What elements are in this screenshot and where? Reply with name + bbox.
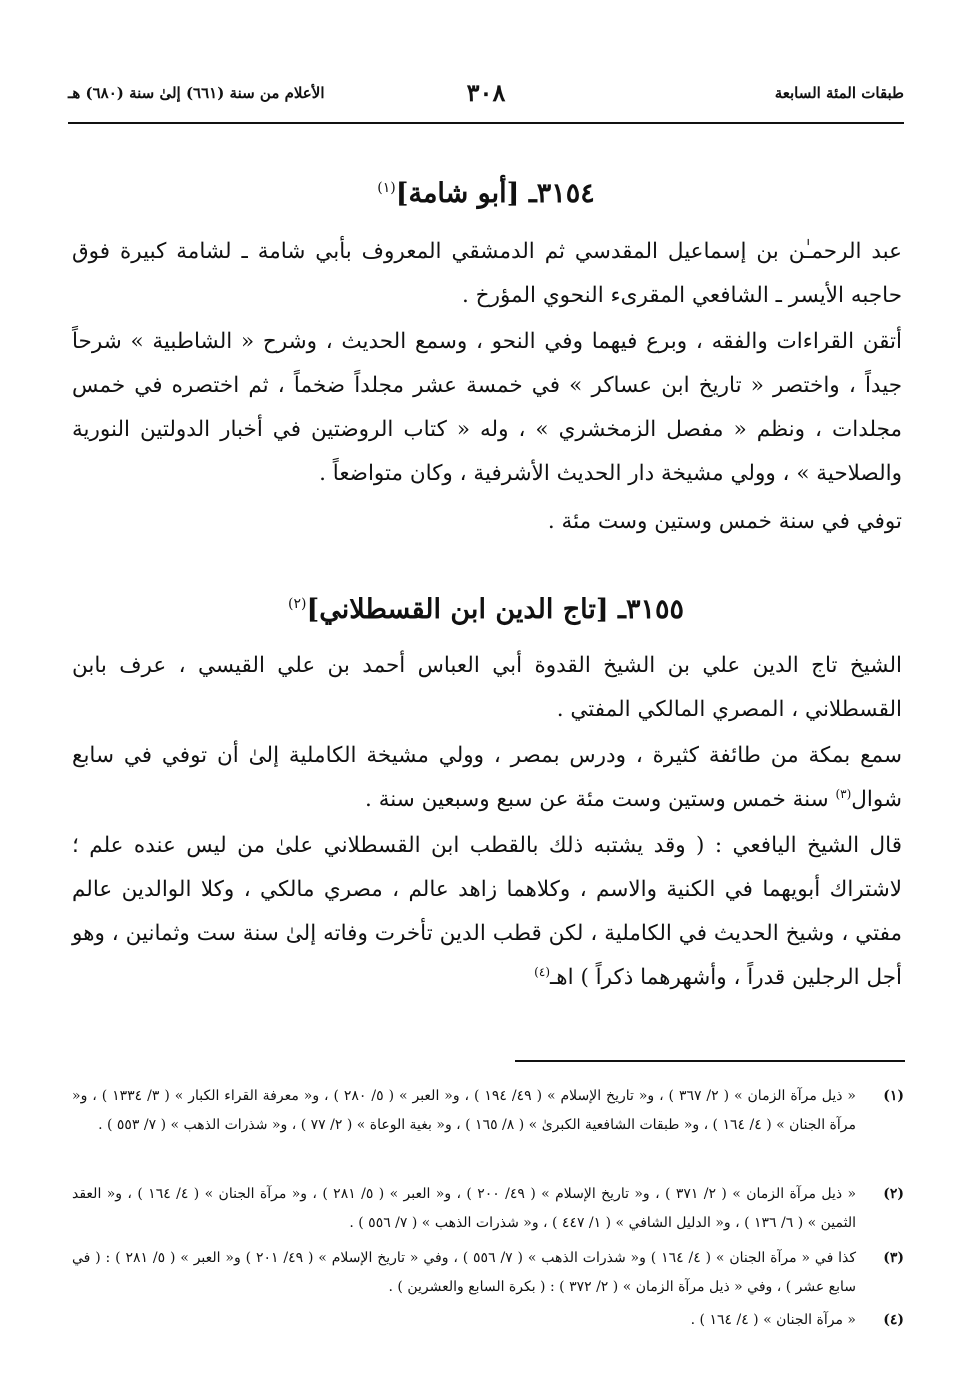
footnote-text: « ذيل مرآة الزمان » ( ٢/ ٣٦٧ ) ، و« تاريخ الإسلام » ( ٤٩/ ١٩٤ ) ، و« العبر » ( ٥/ ٢٨٠ ) ، و« معرفة القراء الكبار » ( ٣/ ١٣٣٤ ) ، و« مرآة الجنان » ( ٤/ ١٦٤ ) ، و« طبقات الشافعية الكبرىٰ » ( ٨/ ١٦٥ ) ، و« بغية الوعاة » ( ٢/ ٧٧ ) ، و« شذرات الذهب » ( ٧/ ٥٥٣ ) .: [72, 1088, 856, 1133]
header-section-title: طبقات المئة السابعة: [774, 84, 904, 102]
footnote-1: [72, 1082, 904, 1140]
header-range-title: الأعلام من سنة (٦٦١) إلىٰ سنة (٦٨٠) هـ: [68, 84, 325, 102]
entry-title-3154: [68, 178, 904, 209]
entry-3154-paragraph-2: أتقن القراءات والفقه ، وبرع فيهما وفي النحو ، وسمع الحديث ، وشرح « الشاطبية » شرحاً جيداً ، واختصر « تاريخ ابن عساكر » في خمسة عشر مجلداً ضخماً ، ثم اختصره في خمس مجلدات ، ونظم « مفصل الزمخشري » ، وله « كتاب الروضتين في أخبار الدولتين النورية والصلاحية » ، وولي مشيخة دار الحديث الأشرفية ، وكان متواضعاً .: [72, 329, 902, 486]
entry-3154-paragraph-1: عبد الرحمـٰن بن إسماعيل المقدسي ثم الدمشقي المعروف بأبي شامة ـ لشامة كبيرة فوق حاجبه الأيسر ـ الشافعي المقرىء النحوي المؤرخ .: [72, 239, 902, 308]
footnote-text: كذا في « مرآة الجنان » ( ٤/ ١٦٤ ) و« شذرات الذهب » ( ٧/ ٥٥٦ ) ، وفي « تاريخ الإسلام » ( ٤٩/ ٢٠١ ) و« العبر » ( ٥/ ٢٨١ ) : ( في سابع عشر ) ، وفي « ذيل مرآة الزمان » ( ٢/ ٣٧٢ ) : ( بكرة السابع والعشرين ) .: [72, 1250, 857, 1295]
footnote-3: [72, 1244, 904, 1302]
footnote-rule: [515, 1060, 905, 1062]
paragraph-text: قال الشيخ اليافعي : ( وقد يشتبه ذلك بالقطب ابن القسطلاني علىٰ من ليس عنده علم ؛ لاشتراك أبويهما في الكنية والاسم ، وكلاهما زاهد عالم ، مصري مالكي ، وكلا الوالدين عالم مفتي ، وشيخ الحديث في الكاملية ، لكن قطب الدين تأخرت وفاته إلىٰ سنة ست وثمانين ، وهو أجل الرجلين قدراً ، وأشهرهما ذكراً ) اهـ: [72, 833, 902, 990]
footnote-number: (٣): [883, 1250, 904, 1266]
entry-title-text: ٣١٥٤ـ [أبو شامة]: [395, 178, 595, 209]
header-rule: [68, 122, 904, 124]
entry-title-text: ٣١٥٥ـ [تاج الدين ابن القسطلاني]: [306, 594, 684, 625]
entry-3155-paragraph-2: [72, 734, 902, 822]
entry-3154-paragraph-3: توفي في سنة خمس وستين وست مئة .: [547, 509, 902, 534]
entry-title-3155: [68, 594, 904, 625]
paragraph-text: سنة خمس وستين وست مئة عن سبع وسبعين سنة .: [365, 787, 829, 812]
paragraph-text: سمع بمكة من طائفة كثيرة ، ودرس بمصر ، وولي مشيخة الكاملية إلىٰ أن توفي في سابع شوال: [72, 743, 902, 812]
footnote-ref: (١): [377, 180, 396, 196]
footnote-4: [72, 1306, 904, 1335]
footnote-ref: (٣): [835, 786, 852, 801]
footnote-number: (٢): [883, 1186, 904, 1202]
footnote-number: (٤): [883, 1312, 904, 1328]
footnote-text: « مرآة الجنان » ( ٤/ ١٦٤ ) .: [690, 1312, 856, 1328]
entry-3155-paragraph-3: [72, 824, 902, 1000]
page-number: ٣٠٨: [466, 78, 506, 107]
entry-3155-paragraph-1: الشيخ تاج الدين علي بن الشيخ القدوة أبي العباس أحمد بن علي القيسي ، عرف بابن القسطلاني ، المصري المالكي المفتي .: [72, 653, 902, 722]
footnote-number: (١): [883, 1088, 904, 1104]
footnote-ref: (٢): [287, 596, 307, 612]
footnote-ref: (٤): [534, 964, 550, 979]
running-header: [68, 78, 904, 118]
footnote-2: [72, 1180, 904, 1238]
footnote-text: « ذيل مرآة الزمان » ( ٢/ ٣٧١ ) ، و« تاريخ الإسلام » ( ٤٩/ ٢٠٠ ) ، و« العبر » ( ٥/ ٢٨١ ) ، و« مرآة الجنان » ( ٤/ ١٦٤ ) ، و« العقد الثمين » ( ٦/ ١٣٦ ) ، و« الدليل الشافي » ( ١/ ٤٤٧ ) ، و« شذرات الذهب » ( ٧/ ٥٥٦ ) .: [72, 1186, 857, 1231]
